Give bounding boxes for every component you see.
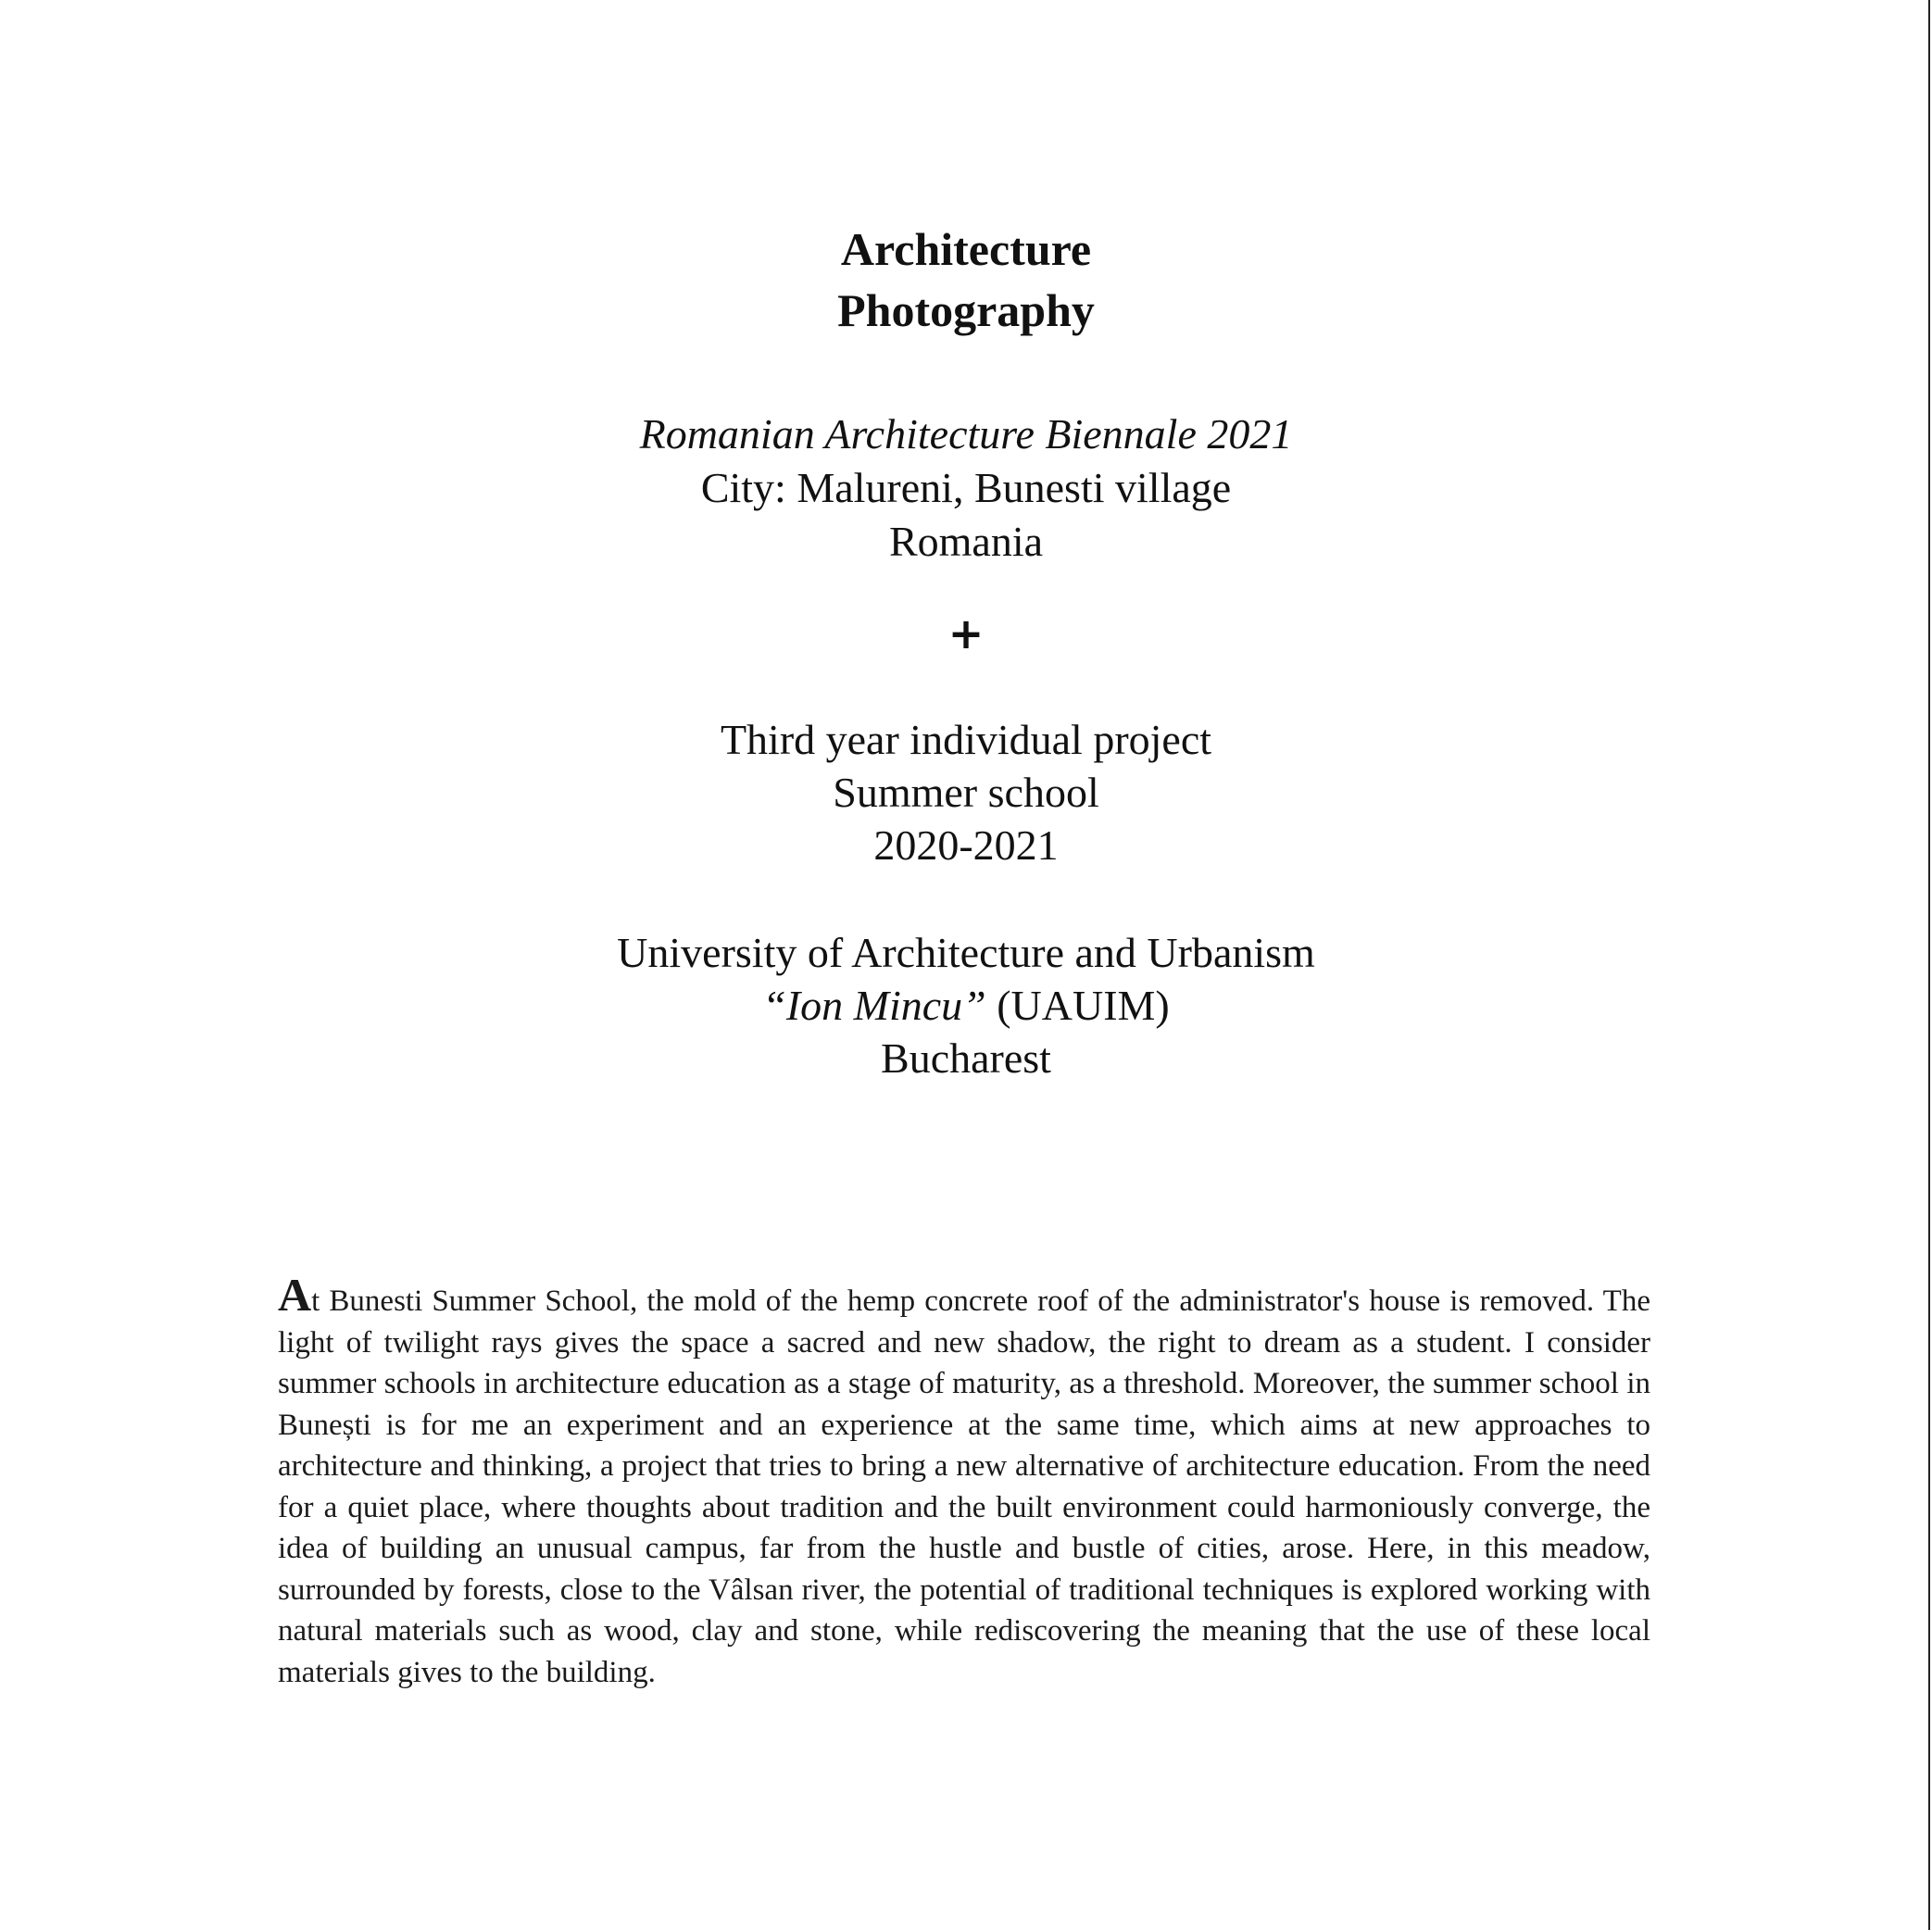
project-years: 2020-2021 [873,821,1059,869]
university-city: Bucharest [881,1034,1051,1082]
project-block [0,713,1932,871]
university-block [0,926,1932,1084]
body-dropcap: A [278,1269,312,1321]
university-short-name-line [0,979,1932,1032]
biennale-name: Romanian Architecture Biennale 2021 [639,410,1293,457]
university-acronym: (UAUIM) [985,982,1170,1029]
project-context: Summer school [833,769,1099,816]
title-line-1: Architecture [840,223,1092,275]
title-line-2: Photography [837,284,1095,336]
university-short-name: “Ion Mincu” [762,982,986,1029]
biennale-block [0,407,1932,569]
body-paragraph [278,1269,1650,1693]
university-name: University of Architecture and Urbanism [617,929,1315,976]
biennale-country: Romania [888,518,1044,565]
page-edge-line [1928,0,1930,1930]
plus-separator: + [947,608,985,658]
project-type: Third year individual project [720,716,1212,763]
page-title [0,219,1932,341]
body-text: t Bunesti Summer School, the mold of the hemp concrete roof of the administrator's house is removed. The light of twilight rays gives the space a sacred and new shadow, the right to dream as a student. I consider summer schools in architecture education as a stage of maturity, as a threshold. Moreover, the summer school in Bunești is for me an experiment and an experience at the same time, which aims at new approaches to architecture and thinking, a project that tries to bring a new alternative of architecture education. From the need for a quiet place, where thoughts about tradition and the built environment could harmoniously converge, the idea of building an unusual campus, far from the hustle and bustle of cities, arose. Here, in this meadow, surrounded by forests, close to the Vâlsan river, the potential of traditional techniques is explored working with natural materials such as wood, clay and stone, while rediscovering the meaning that the use of these local materials gives to the building. [278,1285,1650,1689]
biennale-city: City: Malureni, Bunesti village [700,464,1232,511]
